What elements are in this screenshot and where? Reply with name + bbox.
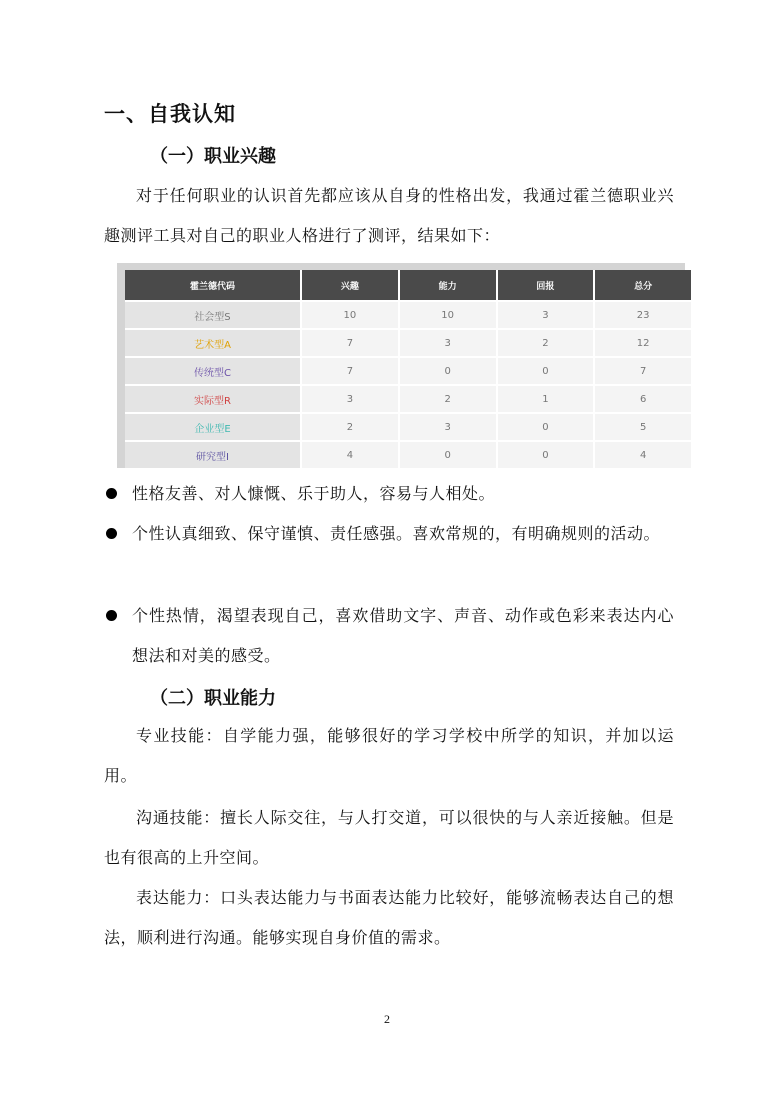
cell-reward: 1: [497, 385, 595, 413]
table-row: [125, 413, 692, 441]
bullet-icon: [106, 488, 117, 499]
cell-interest: 2: [301, 413, 399, 441]
table-row: [125, 301, 692, 329]
cell-reward: 3: [497, 301, 595, 329]
cell-ability: 0: [399, 441, 497, 468]
table-row: [125, 329, 692, 357]
cell-total: 23: [594, 301, 692, 329]
section-title-career-ability: （二）职业能力: [150, 688, 276, 709]
bullet-text: 个性认真细致、保守谨慎、责任感强。喜欢常规的，有明确规则的活动。: [132, 524, 661, 543]
cell-reward: 0: [497, 441, 595, 468]
section-title-career-interest: （一）职业兴趣: [150, 146, 276, 167]
header-total: 总分: [594, 270, 692, 301]
page-number: 2: [384, 1012, 390, 1026]
header-ability: 能力: [399, 270, 497, 301]
cell-reward: 2: [497, 329, 595, 357]
cell-ability: 0: [399, 357, 497, 385]
cell-ability: 3: [399, 413, 497, 441]
cell-total: 7: [594, 357, 692, 385]
header-reward: 回报: [497, 270, 595, 301]
cell-ability: 2: [399, 385, 497, 413]
cell-holland-code: 传统型C: [125, 357, 301, 385]
cell-interest: 4: [301, 441, 399, 468]
intro-paragraph: 对于任何职业的认识首先都应该从自身的性格出发，我通过霍兰德职业兴趣测评工具对自己的职业人格进行了测评，结果如下：: [104, 186, 674, 245]
cell-ability: 10: [399, 301, 497, 329]
paragraph-professional-skill: 专业技能：自学能力强，能够很好的学习学校中所学的知识，并加以运用。: [104, 726, 674, 785]
cell-interest: 3: [301, 385, 399, 413]
cell-holland-code: 研究型I: [125, 441, 301, 468]
header-interest: 兴趣: [301, 270, 399, 301]
bullet-icon: [106, 610, 117, 621]
cell-interest: 7: [301, 329, 399, 357]
cell-interest: 10: [301, 301, 399, 329]
heading-self-awareness: 一、自我认知: [104, 102, 236, 126]
paragraph-expression-skill: 表达能力：口头表达能力与书面表达能力比较好，能够流畅表达自己的想法，顺利进行沟通。能够实现自身价值的需求。: [104, 888, 674, 947]
list-item: [104, 474, 674, 514]
cell-holland-code: 艺术型A: [125, 329, 301, 357]
paragraph-communication-skill: 沟通技能：擅长人际交往，与人打交道，可以很快的与人亲近接触。但是也有很高的上升空间。: [104, 808, 674, 867]
table-row: [125, 357, 692, 385]
cell-total: 6: [594, 385, 692, 413]
list-item: [104, 514, 674, 554]
holland-code-table: [125, 270, 693, 468]
table-row: [125, 385, 692, 413]
bullet-text: 性格友善、对人慷慨、乐于助人，容易与人相处。: [132, 484, 496, 503]
bullet-text: 个性热情，渴望表现自己，喜欢借助文字、声音、动作或色彩来表达内心想法和对美的感受。: [132, 606, 674, 665]
table-row: [125, 441, 692, 468]
cell-interest: 7: [301, 357, 399, 385]
cell-total: 5: [594, 413, 692, 441]
cell-ability: 3: [399, 329, 497, 357]
cell-holland-code: 实际型R: [125, 385, 301, 413]
cell-total: 4: [594, 441, 692, 468]
cell-total: 12: [594, 329, 692, 357]
cell-reward: 0: [497, 413, 595, 441]
list-item: [104, 596, 674, 676]
cell-reward: 0: [497, 357, 595, 385]
header-holland-code: 霍兰德代码: [125, 270, 301, 301]
table-header-row: [125, 270, 692, 301]
cell-holland-code: 社会型S: [125, 301, 301, 329]
bullet-icon: [106, 528, 117, 539]
cell-holland-code: 企业型E: [125, 413, 301, 441]
